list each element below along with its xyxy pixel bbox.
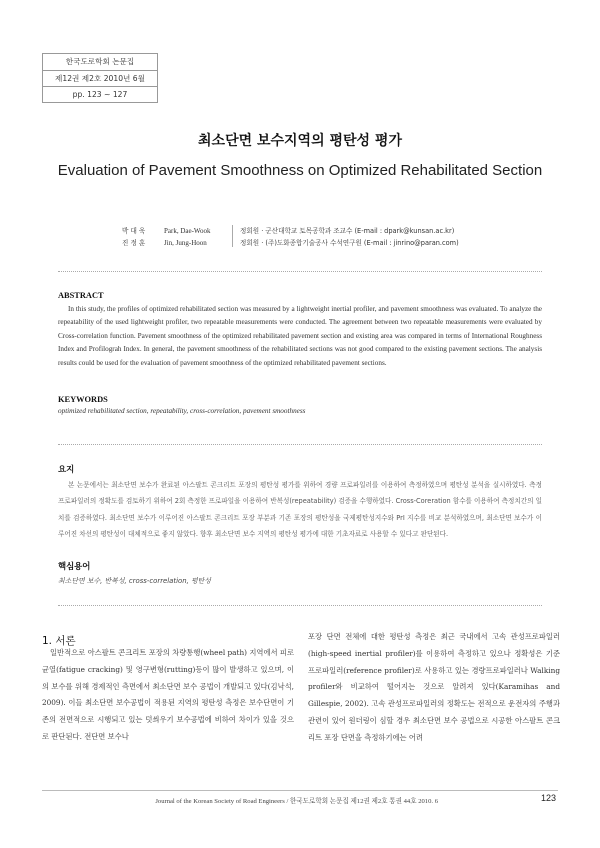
paper-title-korean: 최소단면 보수지역의 평탄성 평가 — [198, 133, 402, 149]
page-number: 123 — [541, 793, 557, 803]
abstract-text: In this study, the profiles of optimized rehabilitated section was measured by a lightweight inertial profiler, and pavement smoothness was evaluated. To analyze the repeatability of the used lightweight profiler, two repeatable measurements were conducted. The agreement between two repeatable measurements were evaluated by Cross-correlation function. Pavement smoothness of the optimized rehabilitated pavement section and existing area was compared in terms of International Roughness Index and Profilograh Index. In general, the pavement smoothness of the rehabilitated sections was not good compared to the existing pavement sections. The analysis results could be used for the evaluation of pavement smoothness of the optimized rehabilitated pavement sections. — [58, 305, 542, 367]
journal-pages: pp. 123 ~ 127 — [43, 86, 157, 102]
author-2-affiliation: 정회원 · (주)도화종합기술공사 수석연구원 (E-mail : jinrino@paran.com) — [240, 239, 459, 247]
author-1-name-ko: 박 대 욱 — [122, 227, 146, 235]
keywords-text: optimized rehabilitated section, repeatability, cross-correlation, pavement smoothness — [58, 407, 306, 415]
journal-info-box — [42, 53, 158, 103]
section-divider — [58, 271, 542, 272]
author-1-name-en: Park, Dae-Wook — [164, 227, 211, 235]
abstract-heading: ABSTRACT — [58, 291, 104, 300]
section-divider — [58, 444, 542, 445]
paper-title-english: Evaluation of Pavement Smoothness on Optimized Rehabilitated Section — [57, 162, 543, 179]
section-1-left-column: 일반적으로 아스팔트 콘크리트 포장의 차량통행(wheel path) 지역에서 피로균열(fatigue cracking) 및 영구변형(rutting)등이 많이 발생하고 있으며, 이의 보수를 위해 경제적인 측면에서 최소단면 보수 공법이 개발되고 있다(김낙석, 2009). 이들 최소단면 보수공법이 적용된 지역의 평탄성 측정은 보수단면이 기존의 전면적으로 시행되고 있는 덧씌우기 보수공법에 비하여 차이가 있을 것으로 판단된다. 전단면 보수나 — [42, 648, 294, 741]
keywords-ko-text: 최소단면 보수, 반복성, cross-correlation, 평탄성 — [58, 577, 211, 585]
section-1-title: 1. 서론 — [42, 635, 76, 647]
keywords-ko-heading: 핵심용어 — [58, 561, 91, 571]
footer-journal-text: Journal of the Korean Society of Road Engineers / 한국도로학회 논문집 제12권 제2호 통권 44호 2010. 6 — [155, 798, 438, 805]
keywords-heading: KEYWORDS — [58, 395, 108, 404]
author-2-name-ko: 진 정 훈 — [122, 239, 146, 247]
author-divider — [232, 225, 233, 247]
yoji-heading: 요지 — [58, 464, 75, 474]
journal-issue: 제12권 제2호 2010년 6월 — [43, 70, 157, 86]
section-1-right-column: 포장 단면 전체에 대한 평탄성 측정은 최근 국내에서 고속 관성프로파일러(high-speed inertial profiler)를 이용하여 측정하고 있으나 정확성은 기준 프로파일러(reference profiler)로 사용하고 있는 경량프로파일러나 Walking profiler와 비교하여 떨어지는 것으로 알려져 있다(Karamihas and Gillespie, 2002). 고속 관성프로파일러의 정확도는 전적으로 운전자의 주행과 관련이 있어 원더링이 심할 경우 최소단면 보수 공법으로 시공한 아스팔트 콘크리트 포장 단면을 측정하기에는 어려 — [308, 632, 560, 742]
author-2-name-en: Jin, Jung-Hoon — [164, 239, 207, 247]
footer-rule — [42, 790, 558, 791]
author-1-affiliation: 정회원 · 군산대학교 토목공학과 조교수 (E-mail : dpark@kunsan.ac.kr) — [240, 227, 455, 235]
journal-name: 한국도로학회 논문집 — [65, 57, 135, 66]
section-divider — [58, 605, 542, 606]
yoji-text: 본 논문에서는 최소단면 보수가 완료된 아스팔트 콘크리트 포장의 평탄성 평가를 위하여 경량 프로파일러를 이용하여 측정하였으며 평탄성 분석을 실시하였다. 측정 프로파일러의 정확도를 검토하기 위하여 2회 측정한 프로파일을 이용하여 반복성(repeatability) 검증을 수행하였다. Cross-Coreration 함수를 이용하여 측정치간의 일치를 검증하였다. 최소단면 보수가 이루어진 아스팔트 콘크리트 포장 부분과 기존 포장의 평탄성을 국제평탄성지수와 PrI 지수를 비교 분석하였으며, 최소단면 보수가 이루어진 차선의 평탄성이 대체적으로 좋지 않았다. 향후 최소단면 보수 지역의 평탄성 평가에 대한 기초자료로 사용할 수 있다고 판단된다. — [58, 481, 542, 538]
